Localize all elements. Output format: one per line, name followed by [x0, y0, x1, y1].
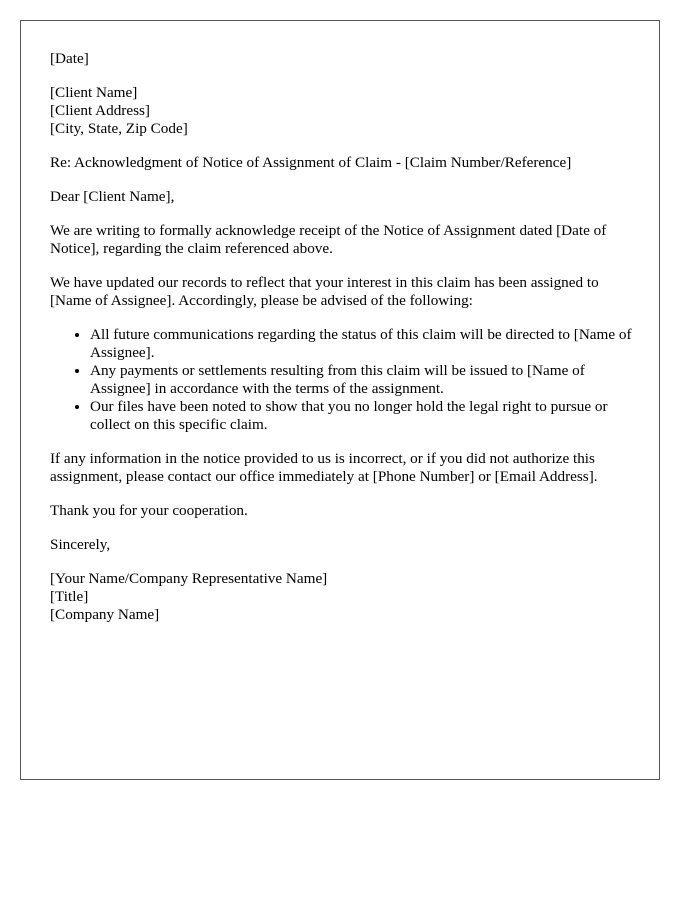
signature-block	[50, 570, 635, 624]
signature-name: [Your Name/Company Representative Name]	[50, 570, 328, 587]
paragraph-acknowledgment: We are writing to formally acknowledge receipt of the Notice of Assignment dated [Date of Notice], regarding the claim referenced above.	[50, 222, 607, 257]
recipient-city-state-zip: [City, State, Zip Code]	[50, 120, 188, 137]
signature-company: [Company Name]	[50, 606, 160, 623]
paragraph-records-update: We have updated our records to reflect that your interest in this claim has been assigned to [Name of Assignee]. Accordingly, please be advised of the following:	[50, 274, 599, 309]
letter-body	[50, 50, 635, 640]
recipient-name: [Client Name]	[50, 84, 138, 101]
list-item: • All future communications regarding the status of this claim will be directed to [Name of Assignee].	[90, 326, 635, 362]
list-item: • Our files have been noted to show that you no longer hold the legal right to pursue or collect on this specific claim.	[90, 398, 635, 434]
letter-date: [Date]	[50, 50, 89, 67]
thank-you-line: Thank you for your cooperation.	[50, 502, 248, 519]
letter-page	[20, 20, 660, 780]
recipient-block	[50, 84, 635, 138]
salutation: Dear [Client Name],	[50, 188, 175, 205]
advisory-list	[50, 326, 635, 434]
paragraph-contact: If any information in the notice provided to us is incorrect, or if you did not authorize this assignment, please contact our office immediately at [Phone Number] or [Email Address].	[50, 450, 598, 485]
recipient-address: [Client Address]	[50, 102, 150, 119]
list-item: • Any payments or settlements resulting from this claim will be issued to [Name of Assignee] in accordance with the terms of the assignment.	[90, 362, 635, 398]
closing: Sincerely,	[50, 536, 111, 553]
signature-title: [Title]	[50, 588, 89, 605]
subject-line: Re: Acknowledgment of Notice of Assignment of Claim - [Claim Number/Reference]	[50, 154, 572, 171]
